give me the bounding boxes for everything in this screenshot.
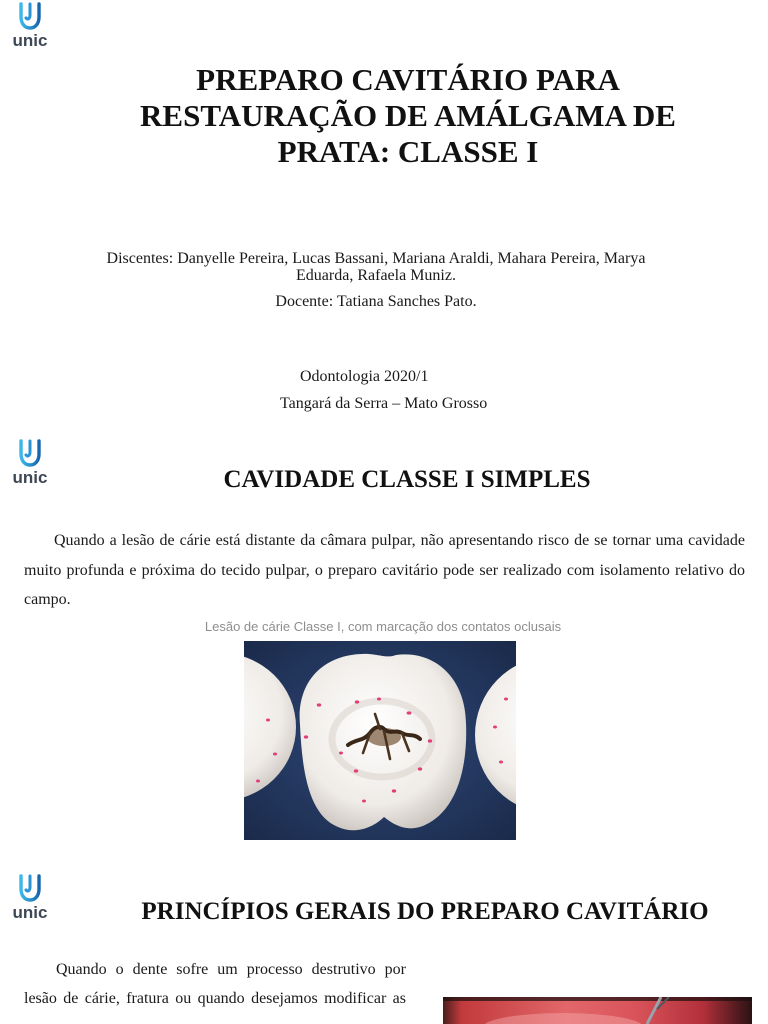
students-list	[76, 250, 676, 284]
slide-cover	[0, 0, 768, 430]
figure-caption: Lesão de cárie Classe I, com marcação dos contatos oclusais	[204, 619, 562, 634]
unic-u-wave-icon	[18, 439, 42, 467]
tooth-occlusal-photo	[244, 641, 516, 840]
paragraph-line: Quando a lesão de cárie está distante da câmara pulpar, não apresentando risco de se tornar uma cavidade	[54, 532, 745, 549]
course-name: Odontologia 2020/1	[300, 368, 429, 385]
location-text: Tangará da Serra – Mato Grosso	[280, 395, 488, 412]
instrument-photo-drawing	[443, 997, 752, 1024]
unic-u-wave-icon	[18, 874, 42, 902]
paragraph-line: muito profunda e próxima do tecido pulpar, o preparo cavitário pode ser realizado com isolamento relativo do	[24, 561, 745, 579]
dental-instrument-photo	[443, 997, 752, 1024]
teacher-name: Docente: Tatiana Sanches Pato.	[275, 293, 477, 310]
logo-wordmark: unic	[12, 903, 48, 922]
presentation-title	[58, 62, 758, 170]
tooth-photo-drawing	[244, 641, 516, 840]
unic-logo	[12, 0, 48, 52]
unic-logo	[12, 872, 48, 924]
slide-title: CAVIDADE CLASSE I SIMPLES	[223, 466, 591, 493]
unic-logo	[12, 437, 48, 489]
slide-principios-gerais	[0, 850, 768, 1024]
logo-wordmark: unic	[12, 31, 48, 50]
students-line: Discentes: Danyelle Pereira, Lucas Bassani, Mariana Araldi, Mahara Pereira, Marya	[106, 250, 646, 267]
paragraph-line: lesão de cárie, fratura ou quando desejamos modificar as	[24, 990, 406, 1007]
logo-wordmark: unic	[12, 468, 48, 487]
title-line: PREPARO CAVITÁRIO PARA	[196, 62, 620, 97]
title-line: PRATA: CLASSE I	[277, 134, 539, 169]
photo-top-shadow	[443, 997, 752, 1001]
slide-title: PRINCÍPIOS GERAIS DO PREPARO CAVITÁRIO	[141, 898, 709, 925]
students-line: Eduarda, Rafaela Muniz.	[296, 267, 456, 284]
body-paragraph	[24, 955, 406, 1013]
paragraph-line: Quando o dente sofre um processo destrutivo por	[56, 961, 406, 978]
title-line: RESTAURAÇÃO DE AMÁLGAMA DE	[140, 98, 676, 133]
paragraph-line: campo.	[24, 591, 71, 608]
unic-u-wave-icon	[18, 2, 42, 30]
slide-cavidade-classe-i	[0, 430, 768, 850]
body-paragraph	[24, 526, 745, 615]
